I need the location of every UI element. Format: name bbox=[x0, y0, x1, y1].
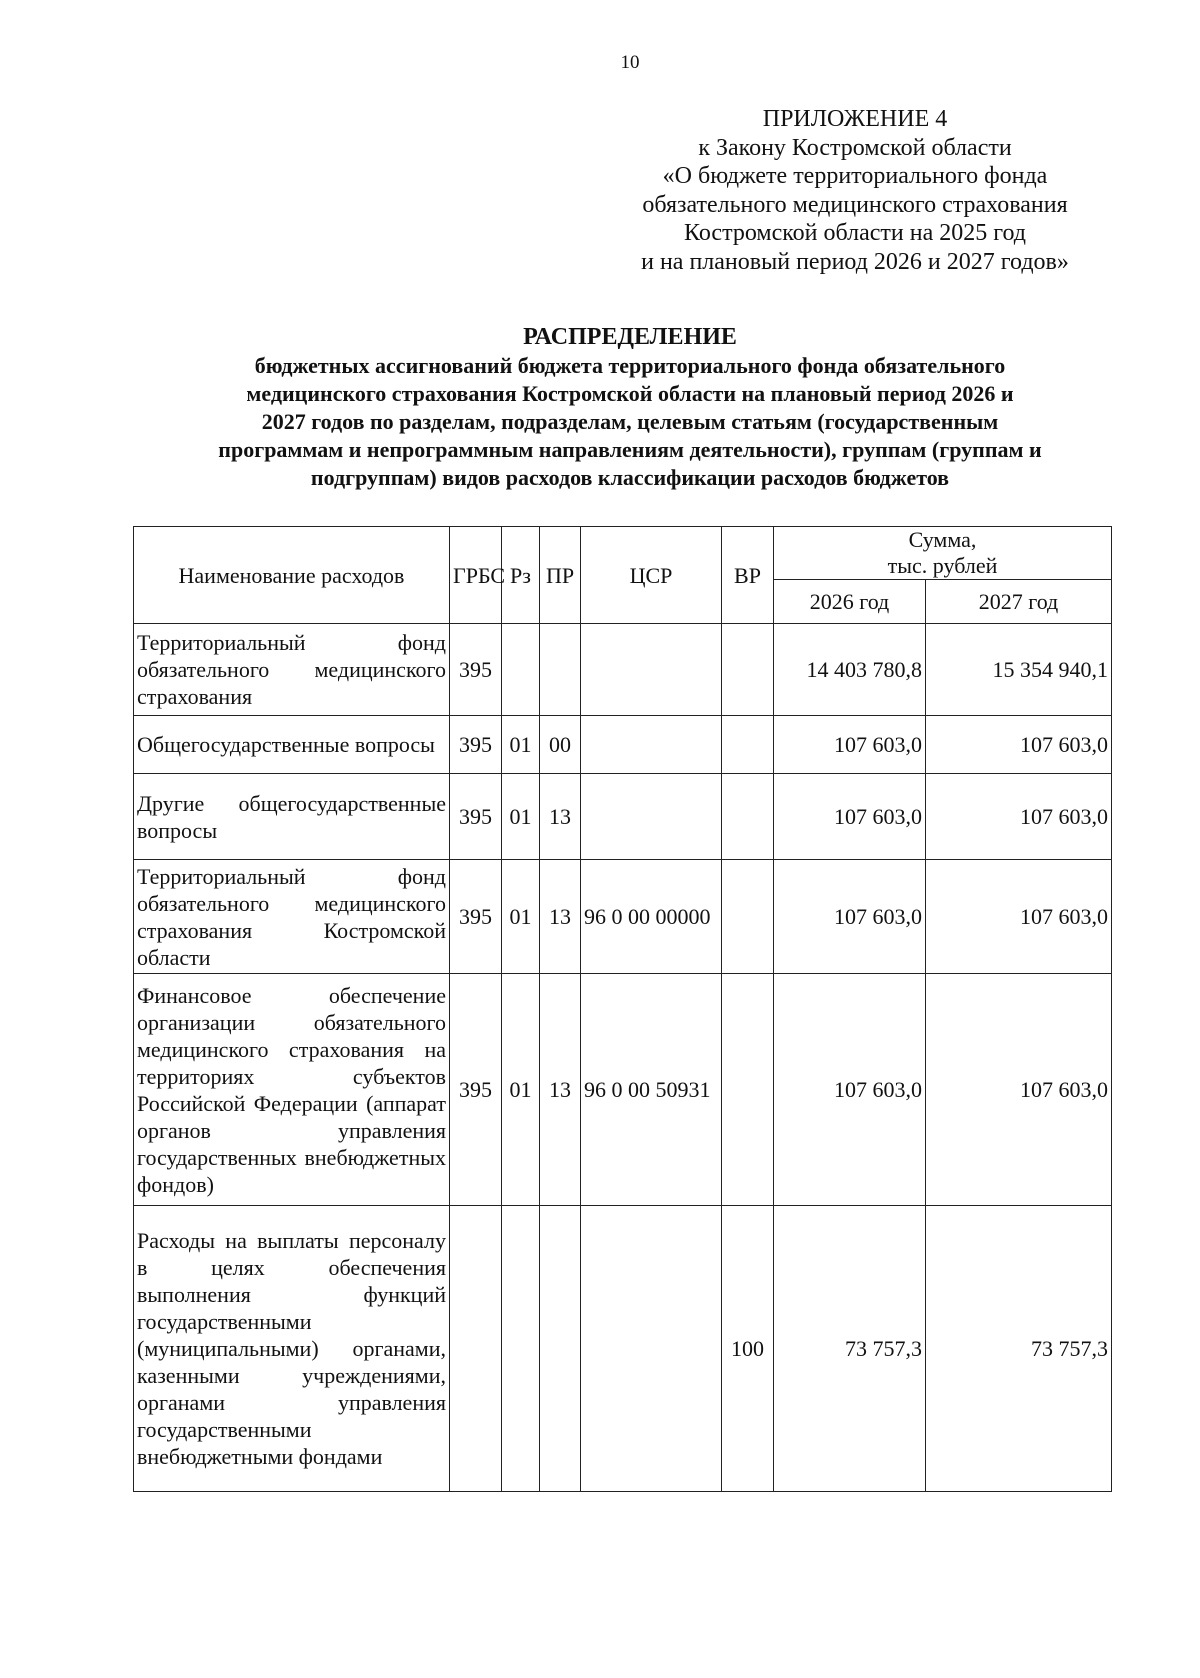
row-vr bbox=[722, 974, 774, 1206]
row-pr bbox=[540, 1206, 581, 1492]
subtitle-line: 2027 годов по разделам, подразделам, целевым статьям (государственным bbox=[261, 409, 999, 434]
table-row bbox=[134, 1206, 1112, 1492]
table-row bbox=[134, 624, 1112, 716]
row-grbs: 395 bbox=[450, 774, 502, 860]
row-rz: 01 bbox=[502, 974, 540, 1206]
row-rz bbox=[502, 1206, 540, 1492]
subtitle-line: медицинского страхования Костромской области на плановый период 2026 и bbox=[246, 381, 1014, 406]
row-pr: 00 bbox=[540, 716, 581, 774]
row-rz: 01 bbox=[502, 860, 540, 974]
row-grbs: 395 bbox=[450, 716, 502, 774]
row-rz: 01 bbox=[502, 716, 540, 774]
document-subtitle bbox=[150, 352, 1110, 492]
row-pr: 13 bbox=[540, 860, 581, 974]
row-name: Общегосударственные вопросы bbox=[134, 716, 450, 774]
document-heading bbox=[150, 322, 1110, 492]
row-sum-2027: 107 603,0 bbox=[926, 974, 1112, 1206]
row-sum-2026: 107 603,0 bbox=[774, 860, 926, 974]
row-vr bbox=[722, 716, 774, 774]
row-name: Другие общегосударственные вопросы bbox=[134, 774, 450, 860]
row-name: Территориальный фонд обязательного медицинского страхования Костромской области bbox=[134, 860, 450, 974]
appendix-line: к Закону Костромской области bbox=[698, 134, 1012, 161]
row-pr: 13 bbox=[540, 974, 581, 1206]
header-vr: ВР bbox=[722, 527, 774, 624]
row-csr bbox=[581, 716, 722, 774]
row-sum-2027: 107 603,0 bbox=[926, 860, 1112, 974]
row-vr: 100 bbox=[722, 1206, 774, 1492]
document-title: РАСПРЕДЕЛЕНИЕ bbox=[523, 324, 737, 350]
row-csr bbox=[581, 624, 722, 716]
subtitle-line: подгруппам) видов расходов классификации расходов бюджетов bbox=[310, 465, 950, 490]
header-pr: ПР bbox=[540, 527, 581, 624]
row-grbs: 395 bbox=[450, 974, 502, 1206]
appendix-line: ПРИЛОЖЕНИЕ 4 bbox=[762, 106, 948, 132]
appendix-line: Костромской области на 2025 год bbox=[684, 220, 1026, 246]
appendix-header bbox=[595, 105, 1115, 276]
appendix-line: «О бюджете территориального фонда bbox=[662, 163, 1048, 189]
header-name: Наименование расходов bbox=[134, 527, 450, 624]
row-grbs bbox=[450, 1206, 502, 1492]
row-name: Территориальный фонд обязательного медицинского страхования bbox=[134, 624, 450, 716]
header-year-2026: 2026 год bbox=[774, 580, 926, 624]
header-csr: ЦСР bbox=[581, 527, 722, 624]
appendix-line: обязательного медицинского страхования bbox=[642, 191, 1068, 218]
row-name: Расходы на выплаты персоналу в целях обеспечения выполнения функций государственными (муниципальными) органами, казенными учреждениями, органами управления государственными внебюджетными фондами bbox=[134, 1206, 450, 1492]
row-vr bbox=[722, 624, 774, 716]
row-grbs: 395 bbox=[450, 860, 502, 974]
row-sum-2027: 15 354 940,1 bbox=[926, 624, 1112, 716]
header-grbs: ГРБС bbox=[450, 527, 502, 624]
header-rz: Рз bbox=[502, 527, 540, 624]
appendix-line: и на плановый период 2026 и 2027 годов» bbox=[641, 248, 1069, 275]
row-sum-2026: 107 603,0 bbox=[774, 974, 926, 1206]
row-grbs: 395 bbox=[450, 624, 502, 716]
row-csr bbox=[581, 774, 722, 860]
table-row bbox=[134, 774, 1112, 860]
subtitle-line: программам и непрограммным направлениям деятельности), группам (группам и bbox=[218, 437, 1042, 462]
row-csr: 96 0 00 00000 bbox=[581, 860, 722, 974]
header-year-2027: 2027 год bbox=[926, 580, 1112, 624]
row-vr bbox=[722, 860, 774, 974]
row-sum-2026: 73 757,3 bbox=[774, 1206, 926, 1492]
row-sum-2026: 14 403 780,8 bbox=[774, 624, 926, 716]
row-csr bbox=[581, 1206, 722, 1492]
table-row bbox=[134, 716, 1112, 774]
table-row bbox=[134, 860, 1112, 974]
row-name: Финансовое обеспечение организации обязательного медицинского страхования на территориях субъектов Российской Федерации (аппарат органов управления государственных внебюджетных фондов) bbox=[134, 974, 450, 1206]
budget-table bbox=[133, 526, 1112, 1492]
row-sum-2027: 73 757,3 bbox=[926, 1206, 1112, 1492]
row-sum-2026: 107 603,0 bbox=[774, 774, 926, 860]
page-number: 10 bbox=[620, 52, 640, 73]
table-row bbox=[134, 974, 1112, 1206]
row-pr: 13 bbox=[540, 774, 581, 860]
row-sum-2027: 107 603,0 bbox=[926, 716, 1112, 774]
row-rz: 01 bbox=[502, 774, 540, 860]
header-sum: Сумма, тыс. рублей bbox=[774, 527, 1112, 580]
row-vr bbox=[722, 774, 774, 860]
row-csr: 96 0 00 50931 bbox=[581, 974, 722, 1206]
row-sum-2027: 107 603,0 bbox=[926, 774, 1112, 860]
row-pr bbox=[540, 624, 581, 716]
subtitle-line: бюджетных ассигнований бюджета территориального фонда обязательного bbox=[254, 353, 1006, 378]
row-rz bbox=[502, 624, 540, 716]
row-sum-2026: 107 603,0 bbox=[774, 716, 926, 774]
